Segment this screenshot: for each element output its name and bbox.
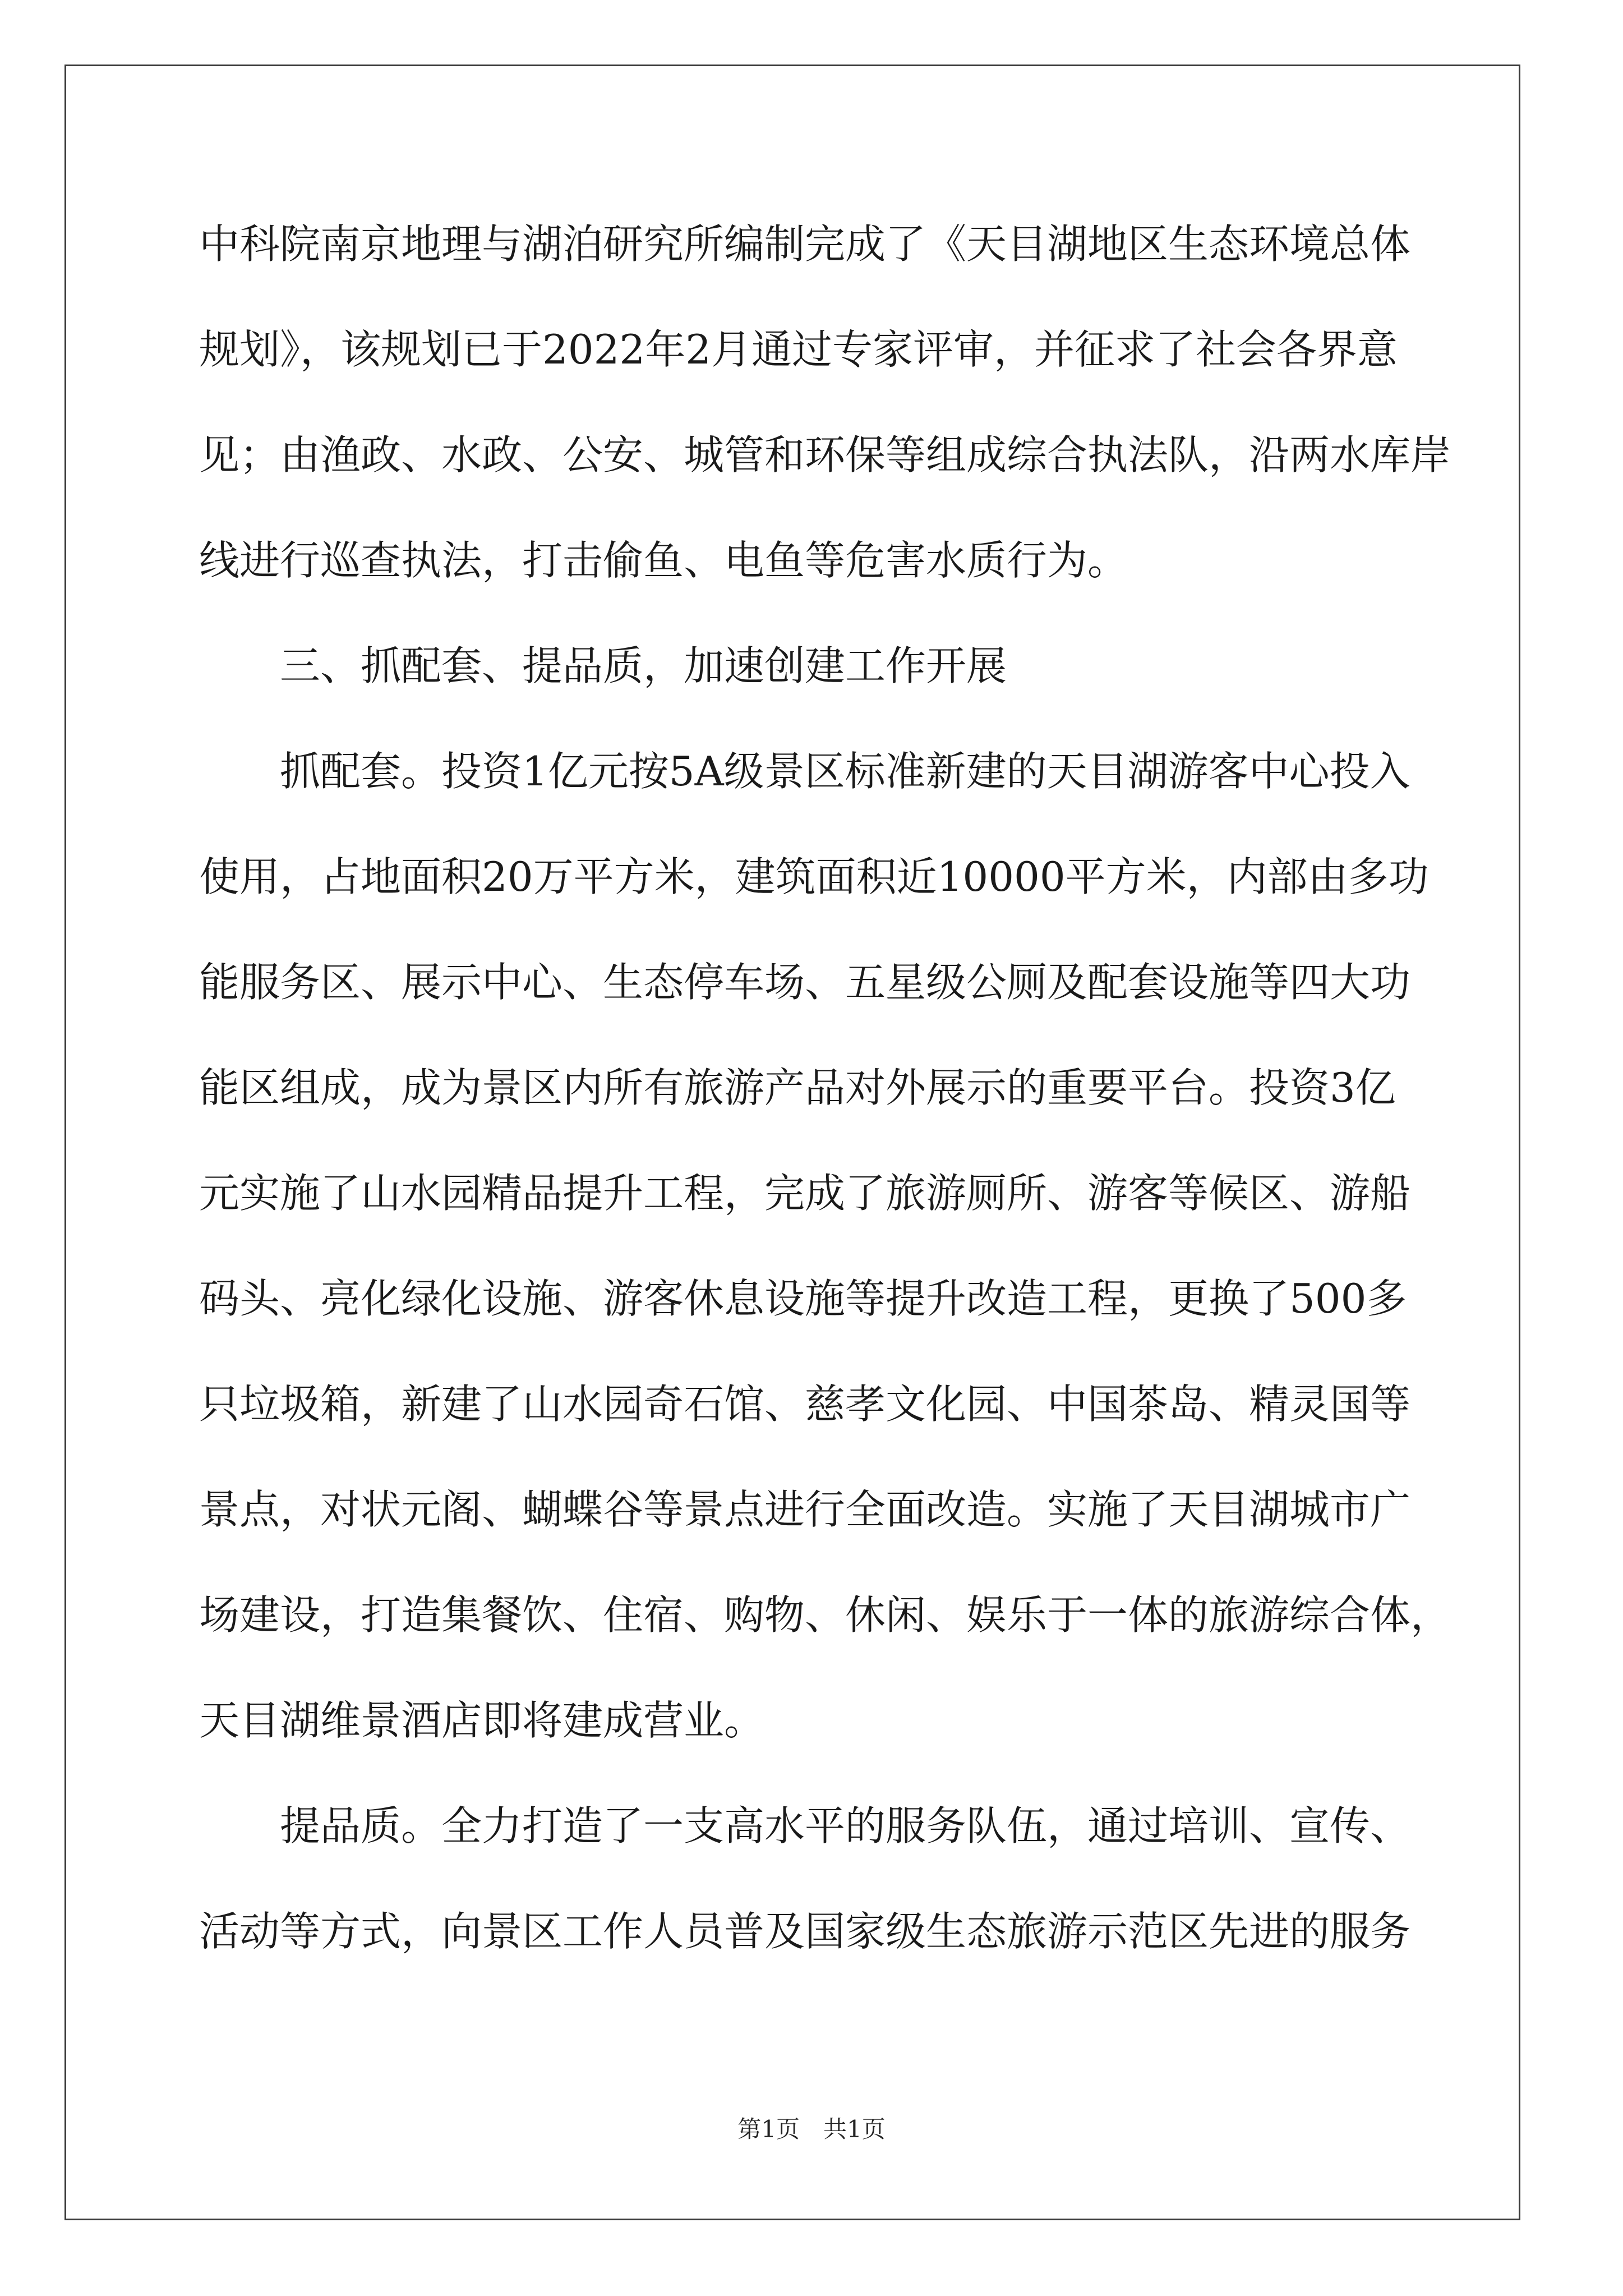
text-line: 抓配套。投资1亿元按5A级景区标准新建的天目湖游客中心投入 — [280, 748, 1410, 795]
text-line: 景点，对状元阁、蝴蝶谷等景点进行全面改造。实施了天目湖城市广 — [199, 1486, 1411, 1533]
text-line: 能区组成，成为景区内所有旅游产品对外展示的重要平台。投资3亿 — [199, 1064, 1396, 1111]
text-line: 见；由渔政、水政、公安、城管和环保等组成综合执法队，沿两水库岸 — [199, 431, 1451, 478]
text-line: 场建设，打造集餐饮、住宿、购物、休闲、娱乐于一体的旅游综合体， — [199, 1591, 1451, 1639]
text-line: 线进行巡查执法，打击偷鱼、电鱼等危害水质行为。 — [199, 537, 1128, 584]
text-line: 提品质。全力打造了一支高水平的服务队伍，通过培训、宣传、 — [280, 1802, 1411, 1849]
text-line: 使用，占地面积20万平方米，建筑面积近10000平方米，内部由多功 — [199, 853, 1429, 900]
text-line: 规划》，该规划已于2022年2月通过专家评审，并征求了社会各界意 — [199, 326, 1398, 373]
text-line: 能服务区、展示中心、生态停车场、五星级公厕及配套设施等四大功 — [199, 959, 1411, 1006]
text-line: 元实施了山水园精品提升工程，完成了旅游厕所、游客等候区、游船 — [199, 1170, 1411, 1217]
page-number: 第1页 共1页 — [737, 2115, 886, 2143]
text-line: 只垃圾箱，新建了山水园奇石馆、慈孝文化园、中国茶岛、精灵国等 — [199, 1381, 1411, 1428]
section-heading: 三、抓配套、提品质，加速创建工作开展 — [280, 642, 1007, 689]
document-body — [199, 217, 1451, 2010]
text-line: 码头、亮化绿化设施、游客休息设施等提升改造工程，更换了500多 — [199, 1275, 1407, 1322]
text-line: 中科院南京地理与湖泊研究所编制完成了《天目湖地区生态环境总体 — [199, 220, 1411, 268]
text-line: 天目湖维景酒店即将建成营业。 — [199, 1697, 765, 1744]
text-line: 活动等方式，向景区工作人员普及国家级生态旅游示范区先进的服务 — [199, 1908, 1411, 1955]
